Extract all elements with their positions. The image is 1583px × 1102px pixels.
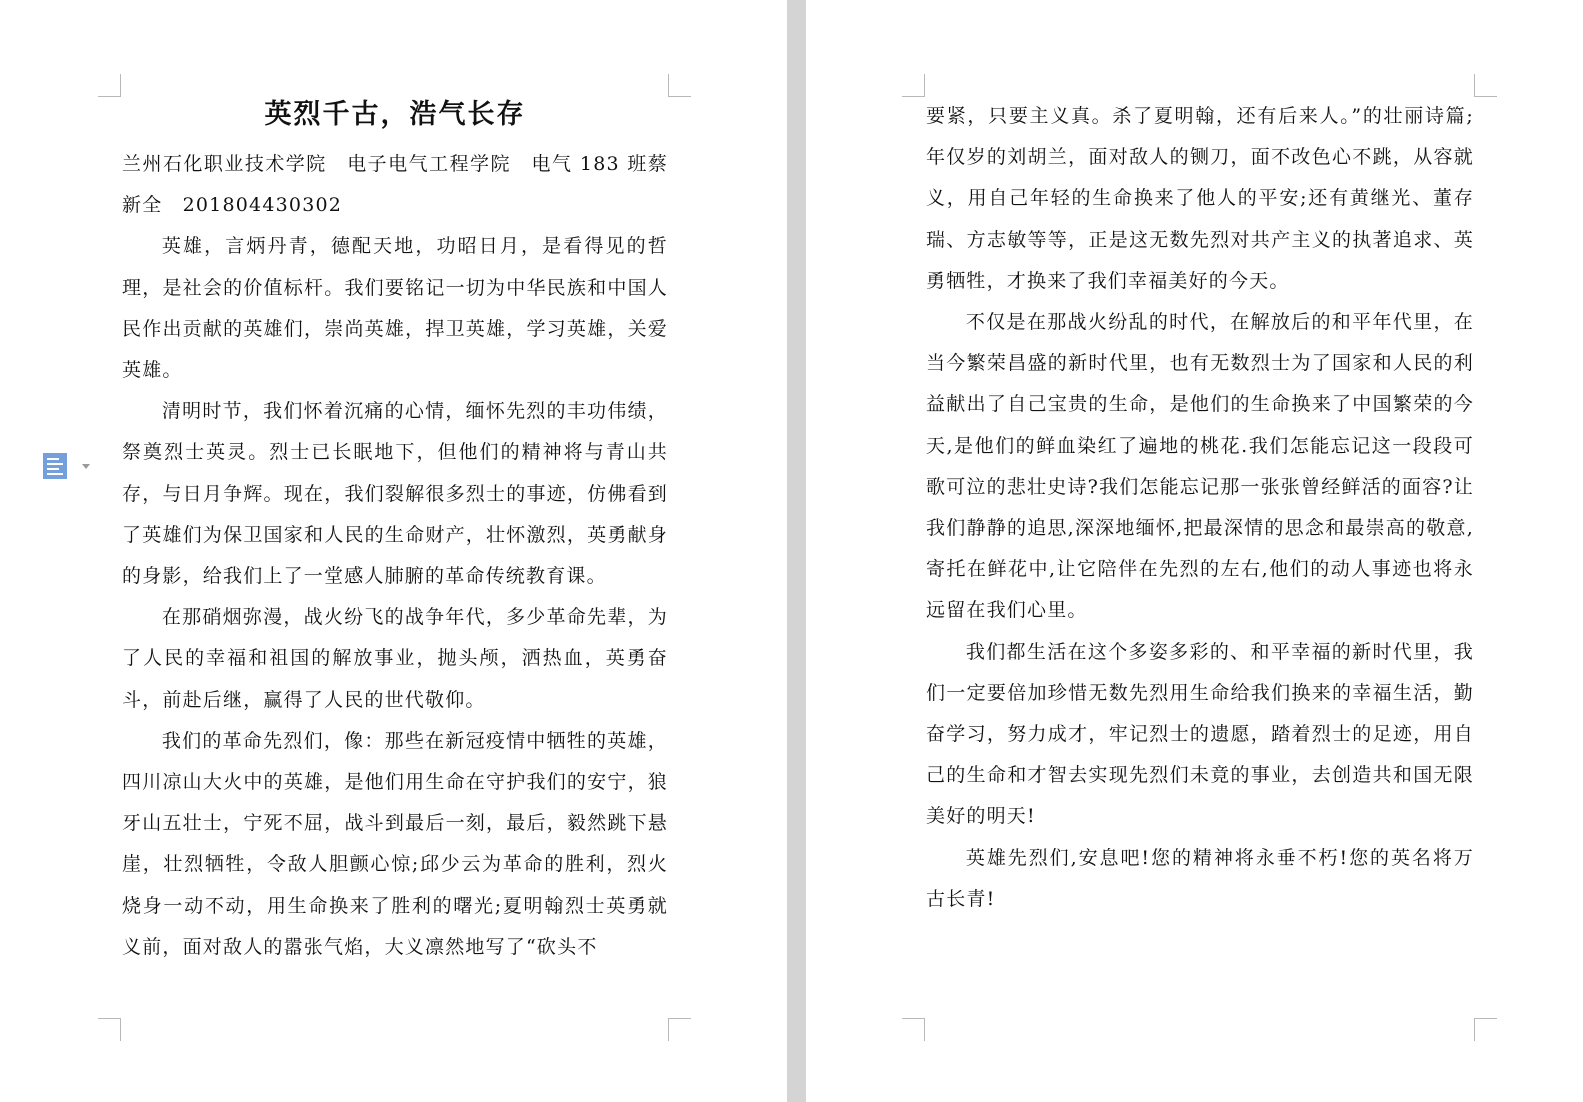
margin-corner-top-right [1474,74,1497,97]
page2-body[interactable] [926,96,1474,920]
document-page-2 [806,0,1583,1102]
margin-corner-bottom-right [1474,1018,1497,1041]
paragraph-options-icon[interactable] [42,452,96,480]
margin-corner-bottom-left [902,1018,925,1041]
author-line: 兰州石化职业技术学院 电子电气工程学院 电气 183 班蔡新全 201804430302 [122,153,668,217]
body-paragraph: 在那硝烟弥漫，战火纷飞的战争年代，多少革命先辈，为了人民的幸福和祖国的解放事业，抛头颅，洒热血，英勇奋斗，前赴后继，赢得了人民的世代敬仰。 [122,606,668,711]
margin-corner-top-right [668,74,691,97]
document-page-1 [0,0,787,1102]
document-title: 英烈千古，浩气长存 [264,99,526,130]
body-paragraph: 清明时节，我们怀着沉痛的心情，缅怀先烈的丰功伟绩，祭奠烈士英灵。烈士已长眠地下，但他们的精神将与青山共存，与日月争辉。现在，我们裂解很多烈士的事迹，仿佛看到了英雄们为保卫国家和人民的生命财产，壮怀激烈，英勇献身的身影，给我们上了一堂感人肺腑的革命传统教育课。 [122,400,668,588]
page1-body[interactable] [122,92,668,968]
body-paragraph: 我们都生活在这个多姿多彩的、和平幸福的新时代里，我们一定要倍加珍惜无数先烈用生命给我们换来的幸福生活，勤奋学习，努力成才，牢记烈士的遗愿，踏着烈士的足迹，用自己的生命和才智去实现先烈们未竟的事业，去创造共和国无限美好的明天! [926,640,1474,828]
body-paragraph: 英雄先烈们,安息吧!您的精神将永垂不朽!您的英名将万古长青! [926,846,1474,910]
margin-corner-bottom-left [98,1018,121,1041]
body-paragraph: 不仅是在那战火纷乱的时代，在解放后的和平年代里，在当今繁荣昌盛的新时代里，也有无数烈士为了国家和人民的利益献出了自己宝贵的生命，是他们的生命换来了中国繁荣的今天,是他们的鲜血染红了遍地的桃花.我们怎能忘记这一段段可歌可泣的悲壮史诗?我们怎能忘记那一张张曾经鲜活的面容?让我们静静的追思,深深地缅怀,把最深情的思念和最崇高的敬意,寄托在鲜花中,让它陪伴在先烈的左右,他们的动人事迹也将永远留在我们心里。 [926,311,1474,622]
margin-corner-top-left [98,74,121,97]
body-paragraph-continued: 要紧，只要主义真。杀了夏明翰，还有后来人。”的壮丽诗篇;年仅岁的刘胡兰，面对敌人的铡刀，面不改色心不跳，从容就义，用自己年轻的生命换来了他人的平安;还有黄继光、董存瑞、方志敏等等，正是这无数先烈对共产主义的执著追求、英勇牺牲，才换来了我们幸福美好的今天。 [926,105,1474,292]
margin-corner-bottom-right [668,1018,691,1041]
body-paragraph: 我们的革命先烈们，像：那些在新冠疫情中牺牲的英雄，四川凉山大火中的英雄，是他们用生命在守护我们的安宁，狼牙山五壮士，宁死不屈，战斗到最后一刻，最后，毅然跳下悬崖，壮烈牺牲，令敌人胆颤心惊;邱少云为革命的胜利，烈火烧身一动不动，用生命换来了胜利的曙光;夏明翰烈士英勇就义前，面对敌人的嚣张气焰，大义凛然地写了“砍头不 [122,729,668,958]
body-paragraph: 英雄，言炳丹青，德配天地，功昭日月，是看得见的哲理，是社会的价值标杆。我们要铭记一切为中华民族和中国人民作出贡献的英雄们，崇尚英雄，捍卫英雄，学习英雄，关爱英雄。 [122,235,668,382]
margin-corner-top-left [902,74,925,97]
